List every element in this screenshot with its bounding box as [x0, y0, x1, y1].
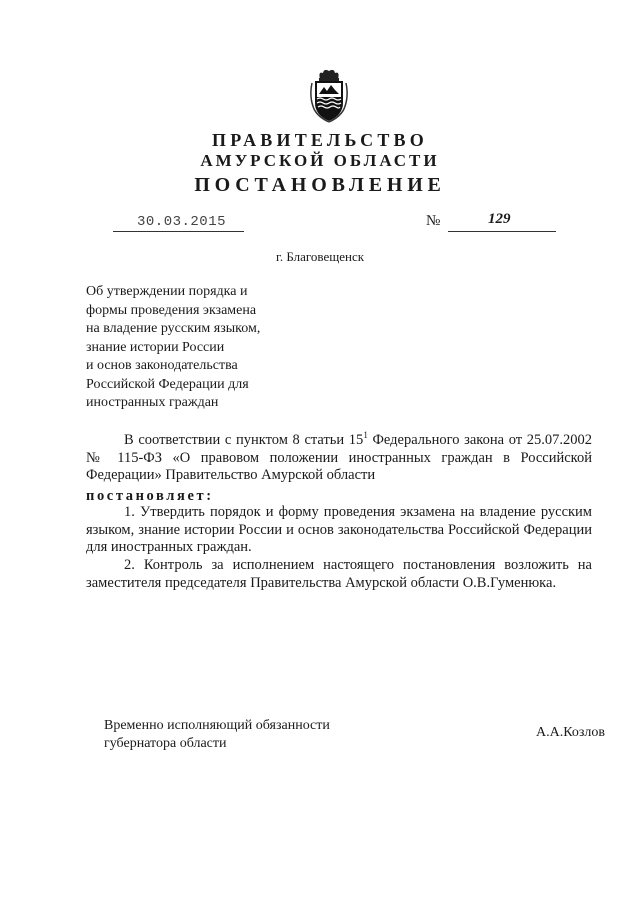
subject-line: Об утверждении порядка и: [86, 284, 248, 299]
subject-line: иностранных граждан: [86, 395, 219, 410]
document-date: 30.03.2015: [137, 214, 227, 230]
subject-line: формы проведения экзамена: [86, 302, 257, 318]
amur-region-coat-of-arms-icon: [306, 67, 352, 123]
document-type-title: ПОСТАНОВЛЕНИЕ: [194, 174, 446, 196]
decree-item-2: 2. Контроль за исполнением настоящего постановления возложить на заместителя председателя Правительства Амурской области О.В.Гуменюка.: [86, 557, 592, 591]
city-label: г. Благовещенск: [275, 249, 365, 264]
preamble-text-part1: В соответствии с пунктом 8 статьи 15: [124, 432, 364, 448]
decree-item-1: 1. Утвердить порядок и форму проведения экзамена на владение русским языком, знание истории России и основ законодательства Российской Федерации для иностранных граждан.: [86, 504, 592, 556]
signatory-name: А.А.Козлов: [536, 725, 605, 740]
signatory-position: [104, 717, 330, 753]
number-underline: [448, 231, 556, 232]
signatory-position-line1: Временно исполняющий обязанности: [104, 718, 330, 733]
org-name-line2: АМУРСКОЙ ОБЛАСТИ: [200, 151, 440, 170]
subject-line: на владение русским языком,: [86, 321, 261, 336]
document-number: 129: [488, 211, 511, 227]
preamble-paragraph: [86, 432, 592, 485]
subject-line: знание истории России: [86, 339, 225, 355]
article-superscript: 1: [363, 430, 368, 441]
subject-line: и основ законодательства: [86, 358, 238, 373]
document-subject: [86, 283, 316, 413]
preamble-text-part2: Федерального закона от 25.07.2002 № 115-ФЗ «О правовом положении иностранных граждан в Российской Федерации» Правительство Амурской области: [86, 432, 592, 484]
decree-word: постановляет:: [86, 488, 214, 504]
org-name-line1: ПРАВИТЕЛЬСТВО: [212, 130, 428, 150]
signatory-position-line2: губернатора области: [104, 736, 227, 751]
date-underline: [113, 231, 244, 232]
number-sign: №: [426, 213, 441, 229]
subject-line: Российской Федерации для: [86, 376, 249, 392]
